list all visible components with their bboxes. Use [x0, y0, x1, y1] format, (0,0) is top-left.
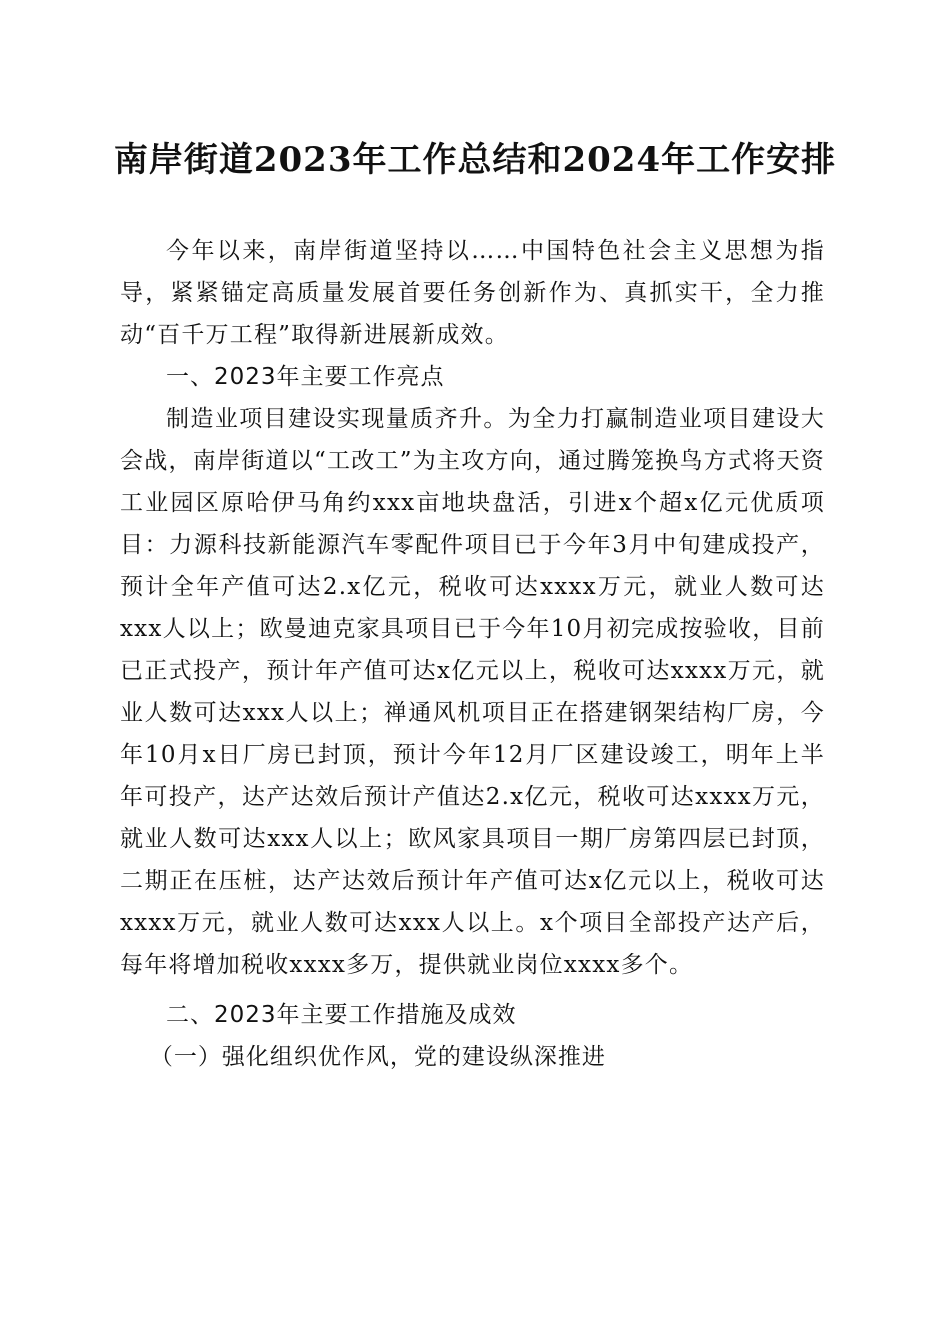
intro-paragraph: 今年以来，南岸街道坚持以……中国特色社会主义思想为指导，紧紧锚定高质量发展首要任务创新作为、真抓实干，全力推动“百千万工程”取得新进展新成效。 [120, 238, 825, 348]
document-title: 南岸街道2023年工作总结和2024年工作安排 [113, 140, 837, 180]
section-1-paragraph: 制造业项目建设实现量质齐升。为全力打赢制造业项目建设大会战，南岸街道以“工改工”为主攻方向，通过腾笼换鸟方式将天资工业园区原哈伊马角约xxx亩地块盘活，引进x个超x亿元优质项目：力源科技新能源汽车零配件项目已于今年3月中旬建成投产，预计全年产值可达2.x亿元，税收可达xxxx万元，就业人数可达xxx人以上；欧曼迪克家具项目已于今年10月初完成按验收，目前已正式投产，预计年产值可达x亿元以上，税收可达xxxx万元，就业人数可达xxx人以上；禅通风机项目正在搭建钢架结构厂房，今年10月x日厂房已封顶，预计今年12月厂区建设竣工，明年上半年可投产，达产达效后预计产值达2.x亿元，税收可达xxxx万元，就业人数可达xxx人以上；欧风家具项目一期厂房第四层已封顶，二期正在压桩，达产达效后预计年产值可达x亿元以上，税收可达xxxx万元，就业人数可达xxx人以上。x个项目全部投产达产后，每年将增加税收xxxx多万，提供就业岗位xxxx多个。 [120, 406, 825, 978]
document-body [120, 230, 825, 1078]
section-2-subheading: （一）强化组织优作风，党的建设纵深推进 [149, 1044, 606, 1070]
section-1-heading: 一、2023年主要工作亮点 [166, 364, 445, 390]
section-2-heading: 二、2023年主要工作措施及成效 [166, 1002, 517, 1028]
